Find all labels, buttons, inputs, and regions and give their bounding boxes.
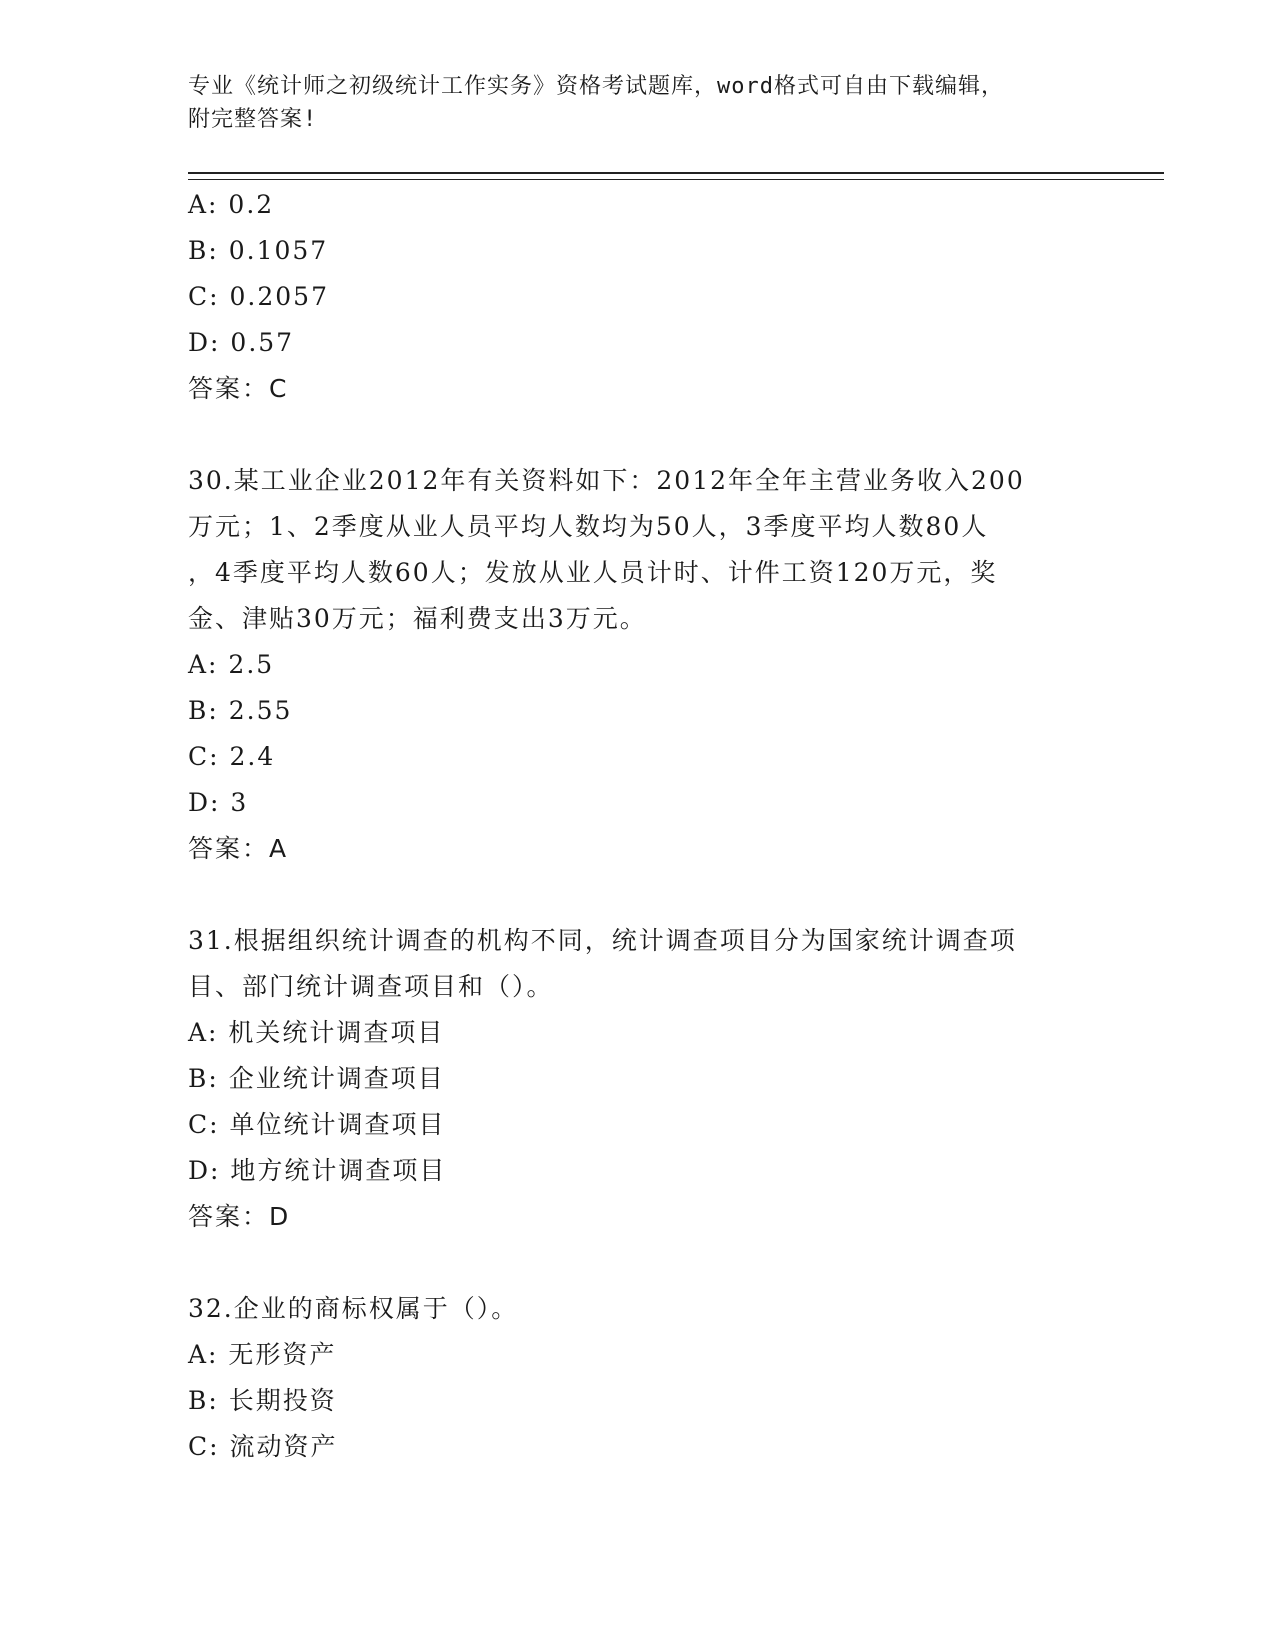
question-text-line: 金、津贴30万元；福利费支出3万元。 bbox=[188, 604, 647, 633]
question-text-line: 万元；1、2季度从业人员平均人数均为50人，3季度平均人数80人 bbox=[188, 512, 989, 541]
document-content bbox=[188, 182, 1168, 1470]
question-text-line: 目、部门统计调查项目和（）。 bbox=[188, 972, 554, 1001]
document-page bbox=[188, 70, 1168, 1470]
header-line-2: 附完整答案! bbox=[188, 107, 318, 132]
option-b: B: 长期投资 bbox=[188, 1386, 337, 1415]
question-29-block bbox=[188, 182, 1168, 412]
header-line-1: 专业《统计师之初级统计工作实务》资格考试题库，word格式可自由下载编辑， bbox=[188, 74, 1004, 99]
option-a: A: 机关统计调查项目 bbox=[188, 1018, 445, 1047]
option-a: A: 0.2 bbox=[188, 190, 275, 219]
answer-line: 答案：A bbox=[188, 834, 289, 863]
answer-line: 答案：C bbox=[188, 374, 289, 403]
option-c: C: 流动资产 bbox=[188, 1432, 338, 1461]
question-text-line: ，4季度平均人数60人；发放从业人员计时、计件工资120万元，奖 bbox=[188, 558, 998, 587]
spacer bbox=[188, 412, 1168, 458]
option-c: C: 单位统计调查项目 bbox=[188, 1110, 446, 1139]
option-d: D: 地方统计调查项目 bbox=[188, 1156, 447, 1185]
option-d: D: 0.57 bbox=[188, 328, 295, 357]
spacer bbox=[188, 872, 1168, 918]
question-32-block bbox=[188, 1286, 1168, 1470]
question-text-line: 31.根据组织统计调查的机构不同，统计调查项目分为国家统计调查项 bbox=[188, 926, 1017, 955]
question-31-block bbox=[188, 918, 1168, 1240]
option-b: B: 企业统计调查项目 bbox=[188, 1064, 445, 1093]
header-rule bbox=[188, 172, 1164, 180]
option-b: B: 0.1057 bbox=[188, 236, 329, 265]
question-30-block bbox=[188, 458, 1168, 872]
answer-line: 答案：D bbox=[188, 1202, 291, 1231]
document-header bbox=[188, 70, 1168, 136]
option-a: A: 无形资产 bbox=[188, 1340, 337, 1369]
option-c: C: 0.2057 bbox=[188, 282, 329, 311]
option-a: A: 2.5 bbox=[188, 650, 275, 679]
question-text-line: 32.企业的商标权属于（）。 bbox=[188, 1294, 519, 1323]
option-c: C: 2.4 bbox=[188, 742, 276, 771]
option-b: B: 2.55 bbox=[188, 696, 293, 725]
option-d: D: 3 bbox=[188, 788, 249, 817]
question-text-line: 30.某工业企业2012年有关资料如下：2012年全年主营业务收入200 bbox=[188, 466, 1025, 495]
spacer bbox=[188, 1240, 1168, 1286]
